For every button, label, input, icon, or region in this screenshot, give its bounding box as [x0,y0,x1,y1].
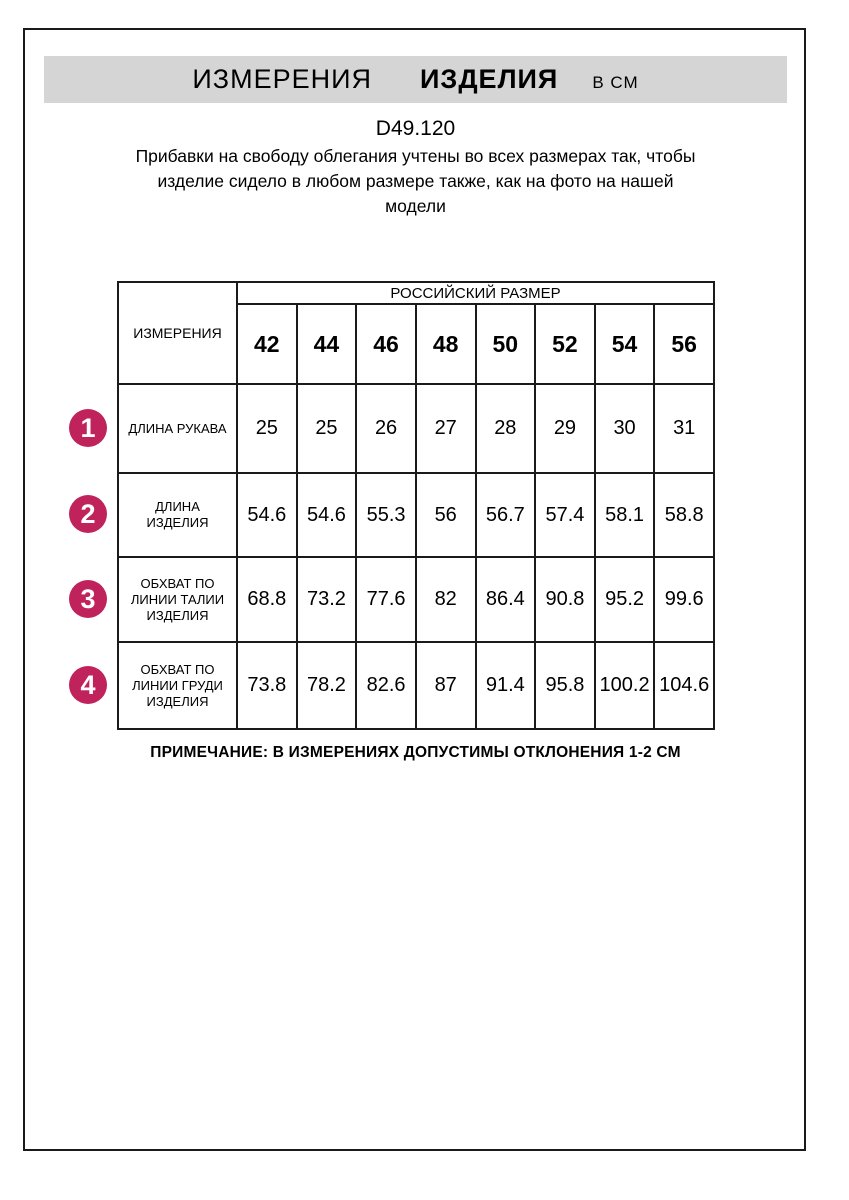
value-cell: 58.8 [654,473,714,557]
size-header-cell: 46 [356,304,416,384]
size-header-cell: 44 [297,304,357,384]
value-cell: 95.8 [535,642,595,729]
value-cell: 90.8 [535,557,595,642]
measurement-label-cell [118,557,237,642]
value-cell: 56.7 [476,473,536,557]
row-number-badge-4: 4 [69,666,107,704]
value-cell: 87 [416,642,476,729]
value-cell: 78.2 [297,642,357,729]
value-cell: 86.4 [476,557,536,642]
size-table [117,281,715,730]
value-cell: 54.6 [297,473,357,557]
intro-line: Прибавки на свободу облегания учтены во всех размерах так, чтобы [135,146,696,166]
label-line: ДЛИНА РУКАВА [128,420,227,436]
value-cell: 73.2 [297,557,357,642]
label-line: ОБХВАТ ПО [140,575,215,591]
measurement-label-cell [118,473,237,557]
label-line: ОБХВАТ ПО [140,661,215,677]
value-cell: 25 [297,384,357,473]
header-title-unit: В СМ [592,73,639,92]
label-line: ИЗДЕЛИЯ [146,693,209,709]
table-row [118,642,714,729]
value-cell: 73.8 [237,642,297,729]
size-header-cell: 42 [237,304,297,384]
value-cell: 26 [356,384,416,473]
size-group-header: РОССИЙСКИЙ РАЗМЕР [237,282,714,304]
value-cell: 77.6 [356,557,416,642]
intro-paragraph [23,144,808,219]
size-header-cell: 50 [476,304,536,384]
label-line: ЛИНИИ ТАЛИИ [130,591,225,607]
value-cell: 68.8 [237,557,297,642]
value-cell: 104.6 [654,642,714,729]
size-header-cell: 48 [416,304,476,384]
value-cell: 27 [416,384,476,473]
value-cell: 31 [654,384,714,473]
table-row [118,473,714,557]
measurement-label-cell [118,384,237,473]
value-cell: 95.2 [595,557,655,642]
label-line: ИЗДЕЛИЯ [146,515,209,530]
corner-cell: ИЗМЕРЕНИЯ [118,282,237,384]
header-title-product: ИЗДЕЛИЯ [420,64,559,94]
value-cell: 54.6 [237,473,297,557]
row-number-badge-1: 1 [69,409,107,447]
size-header-cell: 54 [595,304,655,384]
label-line: ИЗДЕЛИЯ [146,607,209,623]
label-line: ДЛИНА [155,499,200,514]
header-title-measurements: ИЗМЕРЕНИЯ [192,64,372,94]
value-cell: 56 [416,473,476,557]
value-cell: 57.4 [535,473,595,557]
value-cell: 99.6 [654,557,714,642]
value-cell: 100.2 [595,642,655,729]
value-cell: 29 [535,384,595,473]
note-text: ПРИМЕЧАНИЕ: В ИЗМЕРЕНИЯХ ДОПУСТИМЫ ОТКЛОНЕНИЯ 1-2 СМ [150,744,681,761]
size-header-cell: 52 [535,304,595,384]
header-bar [44,56,787,103]
label-line: ЛИНИИ ГРУДИ [132,677,223,693]
value-cell: 30 [595,384,655,473]
value-cell: 28 [476,384,536,473]
measurement-label-cell [118,642,237,729]
row-number-badge-3: 3 [69,580,107,618]
size-header-cell: 56 [654,304,714,384]
value-cell: 82 [416,557,476,642]
model-code: D49.120 [375,117,456,140]
row-number-badge-2: 2 [69,495,107,533]
table-row [118,384,714,473]
table-header-row [118,282,714,304]
value-cell: 55.3 [356,473,416,557]
value-cell: 82.6 [356,642,416,729]
intro-line: модели [385,196,446,216]
value-cell: 91.4 [476,642,536,729]
table-row [118,557,714,642]
intro-line: изделие сидело в любом размере также, как на фото на нашей [157,171,674,191]
value-cell: 25 [237,384,297,473]
value-cell: 58.1 [595,473,655,557]
